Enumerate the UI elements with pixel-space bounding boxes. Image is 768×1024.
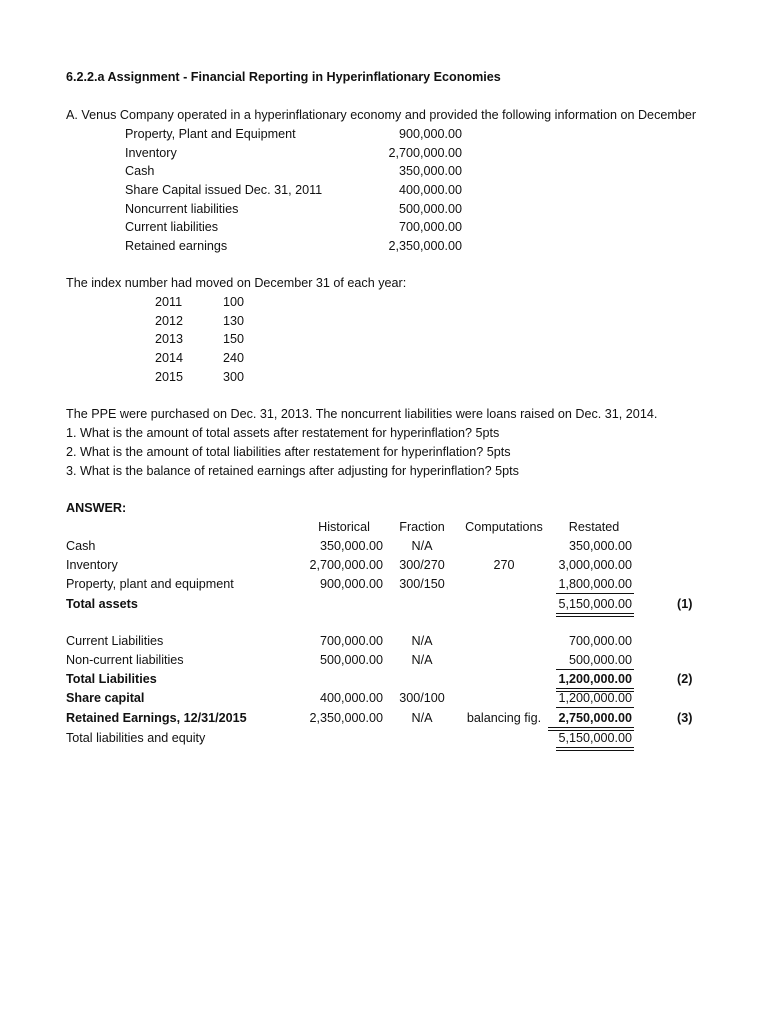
row-fraction: N/A	[411, 634, 433, 648]
row-restated: 3,000,000.00	[558, 558, 632, 572]
row-restated: 700,000.00	[568, 634, 632, 648]
index-value: 150	[223, 332, 245, 346]
index-intro: The index number had moved on December 31 of each year:	[66, 276, 407, 290]
index-year: 2014	[155, 351, 184, 365]
header-restated: Restated	[568, 520, 620, 534]
row-computations: 270	[493, 558, 515, 572]
answer-heading: ANSWER:	[66, 501, 127, 515]
row-fraction: 300/270	[399, 558, 445, 572]
row-historical: 2,350,000.00	[309, 711, 383, 725]
row-label: Non-current liabilities	[66, 653, 184, 667]
index-year: 2015	[155, 370, 184, 384]
row-label: Cash	[66, 539, 96, 553]
balance-value: 350,000.00	[398, 164, 462, 178]
row-fraction: 300/100	[399, 691, 445, 705]
row-historical: 400,000.00	[319, 691, 383, 705]
balance-label: Noncurrent liabilities	[125, 202, 239, 216]
row-fraction: N/A	[411, 711, 433, 725]
balance-label: Share Capital issued Dec. 31, 2011	[125, 183, 323, 197]
balance-label: Cash	[125, 164, 155, 178]
double-underline	[556, 613, 634, 614]
row-label: Retained Earnings, 12/31/2015	[66, 711, 247, 725]
row-fraction: N/A	[411, 539, 433, 553]
row-label: Total liabilities and equity	[66, 731, 206, 745]
row-restated: 500,000.00	[568, 653, 632, 667]
facts-paragraph: The PPE were purchased on Dec. 31, 2013. The noncurrent liabilities were loans raised on Dec. 31, 2014.	[66, 407, 658, 421]
double-underline	[548, 727, 634, 728]
index-value: 240	[223, 351, 245, 365]
index-year: 2012	[155, 314, 184, 328]
row-historical: 2,700,000.00	[309, 558, 383, 572]
row-restated: 1,200,000.00	[558, 672, 632, 686]
intro-paragraph: A. Venus Company operated in a hyperinflationary economy and provided the following information on December	[66, 108, 697, 122]
index-value: 100	[223, 295, 245, 309]
document-title: 6.2.2.a Assignment - Financial Reporting in Hyperinflationary Economies	[66, 70, 501, 84]
question-1: 1. What is the amount of total assets after restatement for hyperinflation? 5pts	[66, 426, 500, 440]
double-underline	[556, 688, 634, 689]
row-fraction: N/A	[411, 653, 433, 667]
balance-value: 500,000.00	[398, 202, 462, 216]
row-restated: 2,750,000.00	[558, 711, 632, 725]
balance-label: Inventory	[125, 146, 177, 160]
row-note: (1)	[677, 597, 693, 611]
row-restated: 5,150,000.00	[558, 597, 632, 611]
row-note: (2)	[677, 672, 693, 686]
row-historical: 700,000.00	[319, 634, 383, 648]
double-underline	[556, 747, 634, 748]
balance-value: 700,000.00	[398, 220, 462, 234]
balance-label: Retained earnings	[125, 239, 228, 253]
single-underline	[556, 593, 634, 594]
question-3: 3. What is the balance of retained earnings after adjusting for hyperinflation? 5pts	[66, 464, 519, 478]
index-year: 2013	[155, 332, 184, 346]
row-label: Total assets	[66, 597, 138, 611]
index-value: 130	[223, 314, 245, 328]
row-restated: 1,800,000.00	[558, 577, 632, 591]
index-value: 300	[223, 370, 245, 384]
row-historical: 350,000.00	[319, 539, 383, 553]
balance-value: 2,350,000.00	[388, 239, 462, 253]
index-year: 2011	[155, 295, 183, 309]
row-label: Property, plant and equipment	[66, 577, 234, 591]
row-label: Current Liabilities	[66, 634, 164, 648]
header-historical: Historical	[318, 520, 370, 534]
balance-value: 2,700,000.00	[388, 146, 462, 160]
header-fraction: Fraction	[399, 520, 445, 534]
double-underline	[556, 616, 634, 617]
single-underline	[556, 707, 634, 708]
single-underline	[556, 669, 634, 670]
balance-value: 900,000.00	[398, 127, 462, 141]
row-restated: 350,000.00	[568, 539, 632, 553]
header-computations: Computations	[465, 520, 543, 534]
row-restated: 1,200,000.00	[558, 691, 632, 705]
balance-label: Current liabilities	[125, 220, 219, 234]
row-label: Total Liabilities	[66, 672, 157, 686]
row-historical: 900,000.00	[319, 577, 383, 591]
row-restated: 5,150,000.00	[558, 731, 632, 745]
double-underline	[556, 750, 634, 751]
row-computations: balancing fig.	[466, 711, 542, 725]
row-label: Inventory	[66, 558, 118, 572]
row-fraction: 300/150	[399, 577, 445, 591]
balance-label: Property, Plant and Equipment	[125, 127, 296, 141]
row-historical: 500,000.00	[319, 653, 383, 667]
row-label: Share capital	[66, 691, 145, 705]
row-note: (3)	[677, 711, 693, 725]
balance-value: 400,000.00	[398, 183, 462, 197]
question-2: 2. What is the amount of total liabilities after restatement for hyperinflation? 5pts	[66, 445, 511, 459]
